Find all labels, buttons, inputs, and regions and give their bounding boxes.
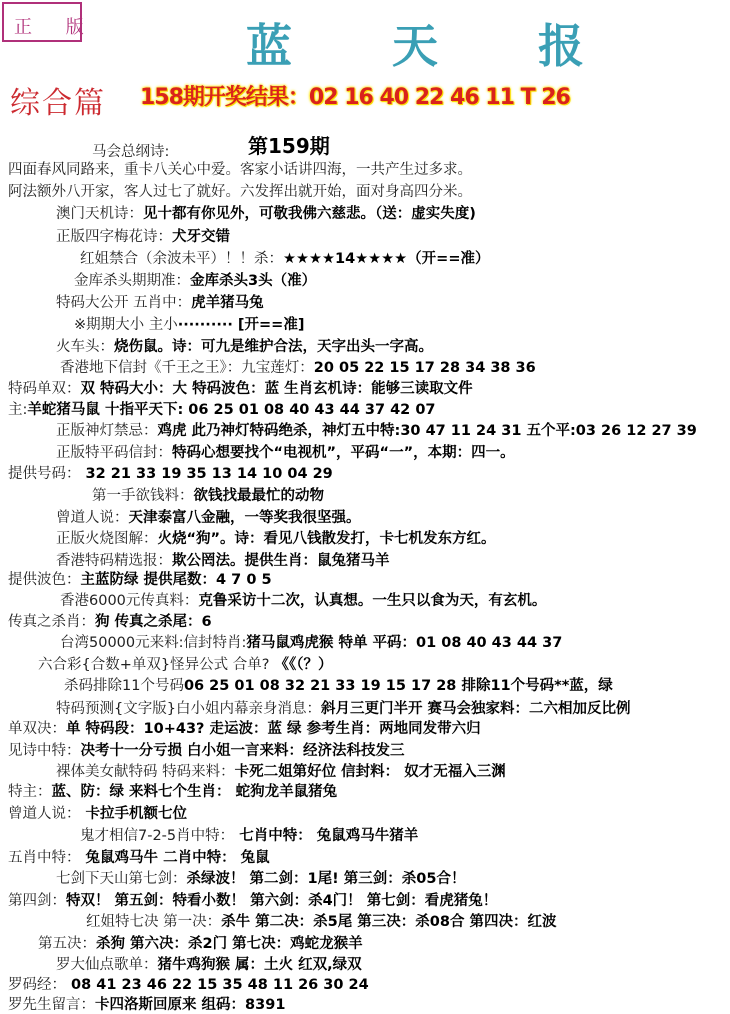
line-value: 金库杀头3头（准） (190, 273, 317, 289)
line-value: 欲钱找最最忙的动物 (193, 488, 324, 504)
line-value: 单 特码段：10+43? 走运波：蓝 绿 参考生肖：两地同发带六归 (66, 721, 481, 737)
line-label: 见诗中特： (8, 743, 81, 759)
line-label: 香港6000元传真料： (60, 593, 199, 609)
line-value: 卡死二姐第好位 信封料： 奴才无福入三渊 (234, 764, 506, 780)
line-value: 08 41 23 46 22 15 35 48 11 26 30 24 (66, 977, 369, 993)
line-value: 20 05 22 15 17 28 34 38 36 (313, 360, 536, 376)
content-line (8, 568, 272, 589)
content-line (56, 419, 697, 440)
content-line (8, 739, 405, 760)
issue-number: 第159期 (248, 134, 330, 158)
content-line (56, 225, 230, 246)
line-value: 杀狗 第六决：杀2门 第七决：鸡蛇龙猴羊 (96, 936, 363, 952)
content-line (56, 953, 362, 974)
line-value: 主蓝防绿 提供尾数：4 7 0 5 (80, 572, 272, 588)
content-line (8, 610, 212, 631)
line-value: 《《（？） (269, 657, 333, 673)
line-value: 虎羊猪马兔 (191, 295, 264, 311)
line-value: 06 25 01 08 32 21 33 19 15 17 28 排除11个号码**蓝，绿 (183, 678, 613, 694)
line-label: 正版特平码信封： (56, 445, 172, 461)
line-value: 羊蛇猪马鼠 十指平天下: 06 25 01 08 40 43 44 37 42 07 (27, 402, 436, 418)
line-label: 香港特码精选报： (56, 553, 172, 569)
content-line (56, 202, 476, 223)
content-line (56, 697, 631, 718)
line-label: 杀码排除11个号码 (64, 678, 184, 694)
line-value: 斜月三更门半开 赛马会独家料：二六相加反比例 (320, 701, 631, 717)
draw-result-banner: 158期开奖结果：02 16 40 22 46 11 T 26 (140, 85, 570, 110)
content-line (8, 973, 369, 994)
line-label: 特码预测{文字版}白小姐内幕亲身消息： (56, 701, 321, 717)
content-line (74, 313, 304, 334)
line-label: 七剑下天山第七剑： (56, 871, 187, 887)
line-label: 主: (8, 402, 28, 418)
content-line (56, 867, 465, 888)
content-line (38, 932, 363, 953)
content-line (8, 717, 481, 738)
line-label: 红姐特七决 第一决： (86, 914, 222, 930)
line-label: 台湾50000元来料:信封特肖: (60, 635, 247, 651)
content-line (60, 356, 536, 377)
line-value: 兔鼠鸡马牛 二肖中特： 兔鼠 (80, 850, 270, 866)
line-label: 四面春风同路来，重卡八关心中爱。客家小话讲四海，一共产生过多求。 (8, 162, 472, 178)
line-value: 双 特码大小：大 特码波色：蓝 生肖玄机诗：能够三读取文件 (80, 381, 473, 397)
line-value: 猪牛鸡狗猴 属：土火 红双,绿双 (157, 957, 362, 973)
content-line (8, 889, 497, 910)
line-label: 五肖中特： (8, 850, 81, 866)
content-line (60, 631, 562, 652)
line-value: 猪马鼠鸡虎猴 特单 平码：01 08 40 43 44 37 (246, 635, 563, 651)
line-value: 鸡虎 此乃神灯特码绝杀，神灯五中特:30 47 11 24 31 五个平:03 26 12 27 39 (157, 423, 697, 439)
line-value: 杀绿波！ 第二剑：1尾! 第三剑：杀05合！ (186, 871, 466, 887)
line-label: 提供号码： (8, 466, 81, 482)
line-label: 正版四字梅花诗： (56, 229, 172, 245)
content-line (56, 441, 515, 462)
content-line (92, 484, 324, 505)
paper-title: 蓝 天 报 (246, 19, 627, 73)
line-value: 卡四洛斯回原来 组码：8391 (95, 997, 286, 1013)
line-label: 马会总纲诗: (92, 144, 170, 160)
line-label: 第一手欲钱料： (92, 488, 194, 504)
edition-badge: 正 版 (2, 2, 82, 42)
line-label: 第四剑： (8, 893, 66, 909)
content-line (8, 158, 472, 179)
content-line (64, 674, 613, 695)
line-label: 裸体美女献特码 特码来料： (56, 764, 235, 780)
content-line (8, 398, 436, 419)
line-label: 单双决： (8, 721, 66, 737)
line-label: 金库杀头期期准： (74, 273, 190, 289)
line-label: 曾道人说： (8, 806, 81, 822)
line-value: 火烧“狗”。诗：看见八钱散发打，卡七机发东方红。 (157, 531, 496, 547)
line-value: 杀牛 第二决：杀5尾 第三决：杀08合 第四决：红波 (221, 914, 557, 930)
line-value: 克鲁采访十二次，认真想。一生只以食为天，有玄机。 (198, 593, 547, 609)
content-line (74, 269, 316, 290)
line-label: 罗大仙点歌单： (56, 957, 158, 973)
section-title: 综合篇 (10, 86, 106, 121)
line-label: 正版神灯禁忌： (56, 423, 158, 439)
line-value: 狗 传真之杀尾：6 (95, 614, 212, 630)
line-label: ※期期大小 主小 (74, 317, 178, 333)
content-line (8, 993, 285, 1014)
line-label: 特码大公开 五肖中： (56, 295, 192, 311)
content-line (8, 846, 270, 867)
line-label: 提供波色： (8, 572, 81, 588)
content-line (80, 824, 418, 845)
line-value: 天津泰富八金融，一等奖我很坚强。 (128, 510, 361, 526)
line-label: 鬼才相信7-2-5肖中特： (80, 828, 235, 844)
content-line (56, 549, 390, 570)
line-label: 罗先生留言： (8, 997, 95, 1013)
content-line (56, 506, 361, 527)
line-label: 传真之杀肖： (8, 614, 95, 630)
line-label: 红姐禁合（余波未平）！！杀： (80, 251, 283, 267)
line-label: 曾道人说： (56, 510, 129, 526)
line-value: 蓝、防：绿 来料七个生肖： 蛇狗龙羊鼠猪兔 (51, 784, 338, 800)
line-label: 六合彩{合数+单双}怪异公式 合单? (38, 657, 270, 673)
line-label: 阿法额外八开家，客人过七了就好。六发挥出就开始，面对身高四分米。 (8, 184, 472, 200)
line-label: 正版火烧图解： (56, 531, 158, 547)
content-line (60, 589, 546, 610)
line-value: 欺公罔法。提供生肖：鼠兔猪马羊 (172, 553, 390, 569)
content-line (8, 180, 472, 201)
line-label: 澳门天机诗： (56, 206, 143, 222)
content-line (56, 527, 496, 548)
line-value: 见十都有你见外，可敬我佛六慈悲。（送：虚实失度) (143, 206, 476, 222)
content-line (8, 802, 187, 823)
content-line (86, 910, 557, 931)
line-value: 32 21 33 19 35 13 14 10 04 29 (80, 466, 333, 482)
content-line (38, 653, 332, 674)
content-line (56, 335, 433, 356)
content-line (56, 760, 506, 781)
line-label: 香港地下信封《千王之王》：九宝莲灯： (60, 360, 314, 376)
line-label: 第五决： (38, 936, 96, 952)
line-value: 烧伤鼠。诗：可九是维护合法，天字出头一字高。 (114, 339, 433, 355)
line-value: 决考十一分亏损 白小姐一言来料：经济法科技发三 (80, 743, 405, 759)
line-value: 犬牙交错 (172, 229, 230, 245)
line-label: 特主： (8, 784, 52, 800)
line-value: ★★★★14★★★★（开==准） (283, 251, 490, 267)
line-value: ·········· [开==准] (177, 317, 305, 333)
line-value: 特双！ 第五剑：特看小数！ 第六剑：杀4门！ 第七剑：看虎猪兔！ (66, 893, 498, 909)
content-line (8, 780, 337, 801)
line-label: 罗码经： (8, 977, 66, 993)
content-line (80, 247, 489, 268)
content-line (8, 462, 333, 483)
content-line (56, 291, 264, 312)
line-value: 特码心想要找个“电视机”，平码“一”，本期：四一。 (172, 445, 515, 461)
line-label: 特码单双： (8, 381, 81, 397)
line-value: 七肖中特： 兔鼠鸡马牛猪羊 (234, 828, 419, 844)
content-line (8, 377, 473, 398)
line-value: 卡拉手机额七位 (80, 806, 188, 822)
line-label: 火车头： (56, 339, 114, 355)
